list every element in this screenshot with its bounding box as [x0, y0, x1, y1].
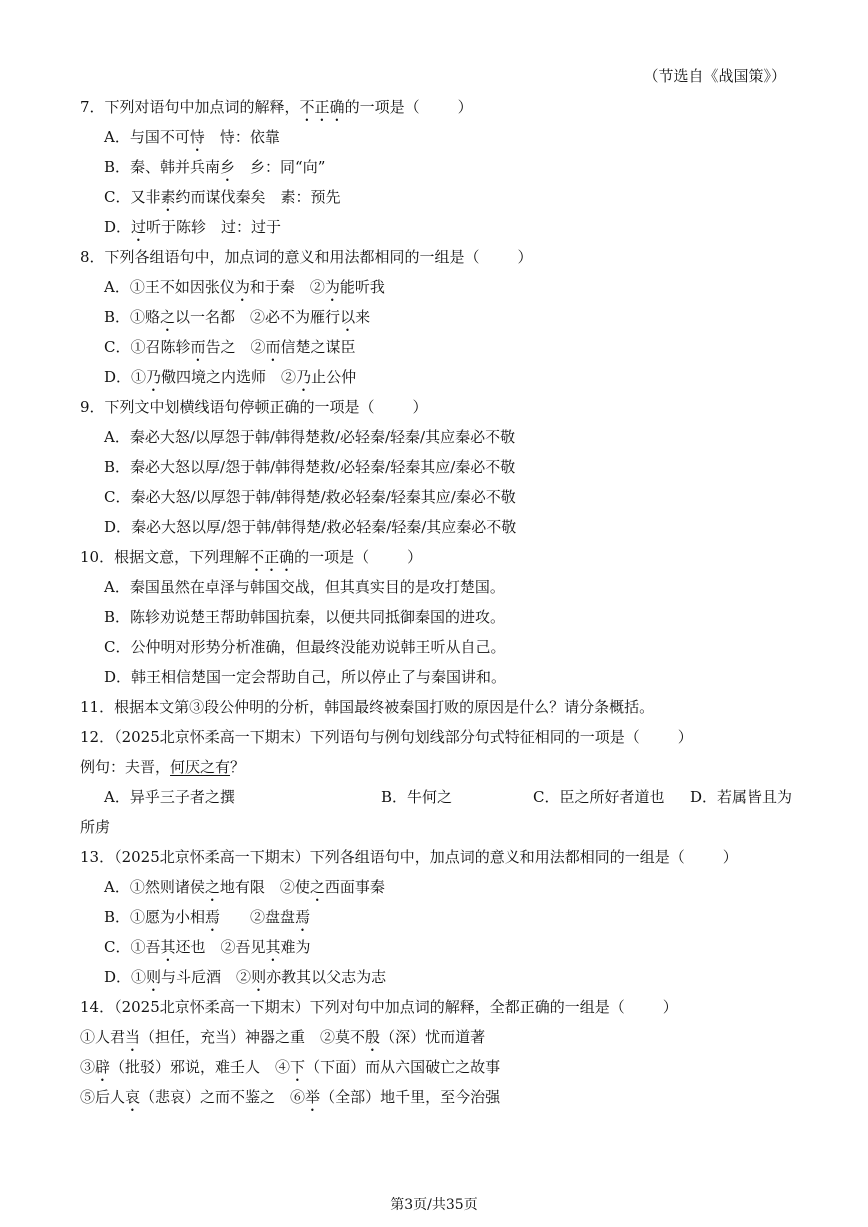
- dotted-word: 其: [160, 938, 176, 956]
- dotted-word: 以: [340, 308, 356, 326]
- question-7-option-d[interactable]: [104, 217, 281, 245]
- option-text: D．①: [104, 368, 147, 386]
- source-citation: （节选自《战国策》）: [643, 67, 786, 85]
- item-text: （深）忧而道著: [380, 1028, 486, 1046]
- dotted-word: 之: [160, 308, 176, 326]
- option-text: A．①然则诸侯: [104, 878, 205, 896]
- question-11-stem: 11．根据本文第③段公仲明的分析，韩国最终被秦国打败的原因是什么？请分条概括。: [80, 698, 655, 716]
- item-text: （全部）地千里，至今治强: [320, 1088, 501, 1106]
- question-7-option-c[interactable]: [104, 187, 341, 215]
- option-text: C．①吾: [104, 938, 161, 956]
- option-text: 难为: [280, 938, 311, 956]
- question-10-option-a[interactable]: A．秦国虽然在卓泽与韩国交战，但其真实目的是攻打楚国。: [104, 578, 505, 596]
- dotted-word: 则: [146, 968, 162, 986]
- dotted-word: 为: [234, 278, 250, 296]
- emphasis-text: 不正确: [299, 98, 345, 116]
- option-text: A．与国不可: [104, 128, 190, 146]
- option-text: 恃：依靠: [204, 128, 280, 146]
- option-text: 听于陈轸 过：过于: [146, 218, 282, 236]
- page-number-footer: 第3页/共35页: [390, 1197, 478, 1213]
- item-text: （批驳）邪说，难壬人 ④: [110, 1058, 291, 1076]
- item-text: ①人君: [80, 1028, 126, 1046]
- stem-text: ）: [517, 248, 533, 266]
- question-14-item-row-2: [80, 1057, 500, 1085]
- dotted-word: 其: [265, 938, 281, 956]
- dotted-word: 哀: [125, 1088, 141, 1106]
- option-text: 与斗卮酒 ②: [161, 968, 252, 986]
- item-text: （担任，充当）神器之重 ②莫不: [140, 1028, 366, 1046]
- question-8-option-c[interactable]: [104, 337, 356, 365]
- option-text: D．: [104, 218, 132, 236]
- emphasis-text: 不正确: [249, 548, 295, 566]
- item-text: ⑤后人: [80, 1088, 126, 1106]
- dotted-word: 为: [324, 278, 340, 296]
- question-14-item-row-1: [80, 1027, 485, 1055]
- question-9-option-c[interactable]: C．秦必大怒/以厚怨于韩/韩得楚/救必轻秦/轻秦其应/秦必不敬: [104, 488, 516, 506]
- option-text: B．①愿为小相: [104, 908, 206, 926]
- question-13-option-c[interactable]: [104, 937, 311, 965]
- question-13-option-a[interactable]: [104, 877, 385, 905]
- stem-text: 14．（2025北京怀柔高一下期末）下列对句中加点词的解释，全都正确的一组是（: [80, 998, 625, 1016]
- option-text: 来: [355, 308, 371, 326]
- question-12-option-a[interactable]: A．异乎三子者之撰: [104, 788, 235, 806]
- underlined-phrase: 何厌之有: [170, 758, 231, 776]
- stem-text: 8．下列各组语句中，加点词的意义和用法都相同的一组是（: [80, 248, 480, 266]
- option-text: 告之 ②: [205, 338, 266, 356]
- option-text: 止公仲: [311, 368, 357, 386]
- option-text: 地有限 ②使: [219, 878, 310, 896]
- option-text: 还也 ②吾见: [175, 938, 266, 956]
- option-text: A．①王不如因张仪: [104, 278, 235, 296]
- option-text: 以一名都 ②必不为雁行: [175, 308, 341, 326]
- stem-text: ）: [662, 998, 678, 1016]
- question-9-stem: [80, 397, 428, 417]
- item-text: （悲哀）之而不鉴之 ⑥: [140, 1088, 306, 1106]
- question-12-option-b[interactable]: B．牛何之: [381, 788, 453, 806]
- question-12-stem: [80, 727, 693, 747]
- dotted-word: 当: [125, 1028, 141, 1046]
- stem-text: 的一项是（: [294, 548, 370, 566]
- question-9-option-b[interactable]: B．秦必大怒以厚/怨于韩/韩得楚救/必轻秦/轻秦其应/秦必不敬: [104, 458, 516, 476]
- question-10-stem: [80, 547, 422, 575]
- dotted-word: 乃: [146, 368, 162, 386]
- option-text: 和于秦 ②: [249, 278, 325, 296]
- item-text: （下面）而从六国破亡之故事: [305, 1058, 501, 1076]
- option-text: D．①: [104, 968, 147, 986]
- question-14-stem: [80, 997, 678, 1017]
- stem-text: ）: [722, 848, 738, 866]
- dotted-word: 过: [131, 218, 147, 236]
- dotted-word: 素: [160, 188, 176, 206]
- dotted-word: 之: [204, 878, 220, 896]
- question-12-example: [80, 757, 245, 777]
- dotted-word: 恃: [189, 128, 205, 146]
- item-text: ③: [80, 1058, 96, 1076]
- example-text: 例句：夫晋，: [80, 758, 171, 776]
- question-13-option-b[interactable]: [104, 907, 310, 935]
- stem-text: 的一项是（: [344, 98, 420, 116]
- option-text: ②盘盘: [220, 908, 296, 926]
- question-9-option-d[interactable]: D．秦必大怒以厚/怨于韩/韩得楚/救必轻秦/轻秦/其应秦必不敬: [104, 518, 517, 536]
- option-text: B．秦、韩并兵南: [104, 158, 221, 176]
- question-7-option-b[interactable]: [104, 157, 325, 185]
- question-7-stem: [80, 97, 473, 125]
- question-10-option-d[interactable]: D．韩王相信楚国一定会帮助自己，所以停止了与秦国讲和。: [104, 668, 507, 686]
- question-12-option-d-continued: 所虏: [80, 818, 111, 836]
- question-12-option-c[interactable]: C．臣之所好者道也: [533, 788, 665, 806]
- question-12-option-d[interactable]: D．若属皆且为: [690, 788, 793, 806]
- question-7-option-a[interactable]: [104, 127, 280, 155]
- stem-text: 7．下列对语句中加点词的解释，: [80, 98, 300, 116]
- dotted-word: 殷: [365, 1028, 381, 1046]
- question-9-option-a[interactable]: A．秦必大怒/以厚怨于韩/韩得楚救/必轻秦/轻秦/其应秦必不敬: [104, 428, 516, 446]
- option-text: 西面事秦: [324, 878, 385, 896]
- stem-text: 9．下列文中划横线语句停顿正确的一项是（: [80, 398, 375, 416]
- stem-text: ）: [457, 98, 473, 116]
- question-10-option-c[interactable]: C．公仲明对形势分析准确，但最终没能劝说韩王听从自己。: [104, 638, 506, 656]
- question-8-option-d[interactable]: [104, 367, 356, 395]
- stem-text: ）: [412, 398, 428, 416]
- stem-text: 12．（2025北京怀柔高一下期末）下列语句与例句划线部分句式特征相同的一项是（: [80, 728, 640, 746]
- option-text: 儆四境之内选师 ②: [161, 368, 297, 386]
- option-text: 约而谋伐秦矣 素：预先: [175, 188, 341, 206]
- option-text: 亦教其以父志为志: [266, 968, 387, 986]
- dotted-word: 举: [305, 1088, 321, 1106]
- option-text: C．①召陈轸: [104, 338, 191, 356]
- option-text: 信楚之谋臣: [280, 338, 356, 356]
- dotted-word: 下: [290, 1058, 306, 1076]
- stem-text: ）: [677, 728, 693, 746]
- question-8-option-a[interactable]: [104, 277, 385, 305]
- dotted-word: 则: [251, 968, 267, 986]
- question-8-option-b[interactable]: [104, 307, 370, 335]
- dotted-word: 而: [265, 338, 281, 356]
- stem-text: ）: [407, 548, 423, 566]
- dotted-word: 辟: [95, 1058, 111, 1076]
- stem-text: 10．根据文意，下列理解: [80, 548, 250, 566]
- question-8-stem: [80, 247, 533, 267]
- stem-text: 13．（2025北京怀柔高一下期末）下列各组语句中，加点词的意义和用法都相同的一组是（: [80, 848, 685, 866]
- dotted-word: 之: [309, 878, 325, 896]
- example-text: ？: [230, 758, 246, 776]
- question-13-stem: [80, 847, 738, 867]
- option-text: 乡：同“向”: [235, 158, 326, 176]
- option-text: C．又非: [104, 188, 161, 206]
- question-10-option-b[interactable]: B．陈轸劝说楚王帮助韩国抗秦，以便共同抵御秦国的进攻。: [104, 608, 506, 626]
- dotted-word: 乡: [220, 158, 236, 176]
- option-text: 能听我: [339, 278, 385, 296]
- question-14-item-row-3: [80, 1087, 500, 1115]
- question-13-option-d[interactable]: [104, 967, 386, 995]
- dotted-word: 焉: [205, 908, 221, 926]
- option-text: B．①赂: [104, 308, 161, 326]
- dotted-word: 焉: [295, 908, 311, 926]
- dotted-word: 乃: [296, 368, 312, 386]
- dotted-word: 而: [190, 338, 206, 356]
